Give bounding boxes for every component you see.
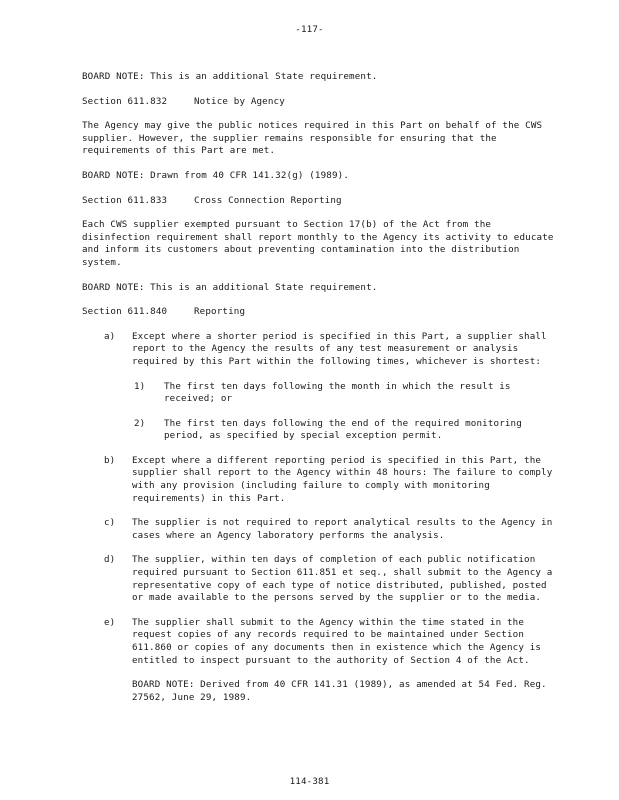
- section-title: Reporting: [194, 306, 246, 318]
- list-item-a: [82, 331, 554, 369]
- item-text: The supplier is not required to report analytical results to the Agency in cases where an Agency laboratory performs the analysis.: [132, 517, 553, 541]
- item-label: d): [104, 554, 116, 566]
- section-paragraph: The Agency may give the public notices required in this Part on behalf of the CWS supplier. However, the supplier remains responsible for ensuring that the requirements of this Part are met.: [82, 120, 543, 157]
- item-text: The first ten days following the month in which the result is received; or: [164, 380, 511, 405]
- section-heading-611-832: [82, 96, 554, 109]
- section-heading-611-840: [82, 306, 554, 319]
- sub-item-2: [82, 418, 554, 443]
- item-label: c): [104, 517, 116, 529]
- page-code: 114-381: [289, 776, 330, 787]
- page-number: -117-: [295, 24, 324, 35]
- board-note: BOARD NOTE: Drawn from 40 CFR 141.32(g) (1989).: [82, 169, 350, 181]
- item-label: a): [104, 330, 116, 342]
- item-label: 1): [134, 380, 146, 392]
- document-body: [82, 71, 554, 704]
- list-item-d: [82, 554, 554, 604]
- section-title: Notice by Agency: [194, 95, 285, 107]
- section-number: Section 611.832: [82, 95, 168, 107]
- item-label: 2): [134, 417, 146, 429]
- section-title: Cross Connection Reporting: [194, 194, 342, 206]
- section-number: Section 611.840: [82, 306, 168, 318]
- board-note: BOARD NOTE: This is an additional State requirement.: [82, 281, 378, 293]
- list-item-b: [82, 455, 554, 505]
- item-text: The first ten days following the end of the required monitoring period, as specified by special exception permit.: [164, 417, 522, 442]
- board-note: BOARD NOTE: Derived from 40 CFR 141.31 (1989), as amended at 54 Fed. Reg. 27562, June 29, 1989.: [132, 679, 547, 703]
- item-text: Except where a shorter period is specified in this Part, a supplier shall report to the Agency the results of any test measurement or analysis required by this Part within the following times, whichever is shortest:: [132, 330, 547, 367]
- item-label: b): [104, 454, 116, 466]
- item-text: The supplier shall submit to the Agency within the time stated in the request copies of any records required to be maintained under Section 611.860 or copies of any documents then in existence which the Agency is entitled to inspect pursuant to the authority of Section 4 of the Act.: [132, 616, 542, 666]
- item-label: e): [104, 616, 116, 628]
- list-item-e: [82, 617, 554, 667]
- section-heading-611-833: [82, 195, 554, 208]
- board-note: BOARD NOTE: This is an additional State requirement.: [82, 71, 378, 82]
- list-item-c: [82, 517, 554, 542]
- item-text: The supplier, within ten days of completion of each public notification required pursuant to Section 611.851 et seq., shall submit to the Agency a representative copy of each type of notice distributed, published, posted or made available to the persons served by the supplier or to the media.: [132, 554, 553, 604]
- section-paragraph: Each CWS supplier exempted pursuant to Section 17(b) of the Act from the disinfection requirement shall report monthly to the Agency its activity to educate and inform its customers about preventing contamination into the distribution system.: [82, 219, 554, 268]
- section-number: Section 611.833: [82, 194, 168, 206]
- sub-item-1: [82, 381, 554, 406]
- item-text: Except where a different reporting period is specified in this Part, the supplier shall report to the Agency within 48 hours: The failure to comply with any provision (including failure to comply with monitoring requirements) in this Part.: [132, 454, 553, 504]
